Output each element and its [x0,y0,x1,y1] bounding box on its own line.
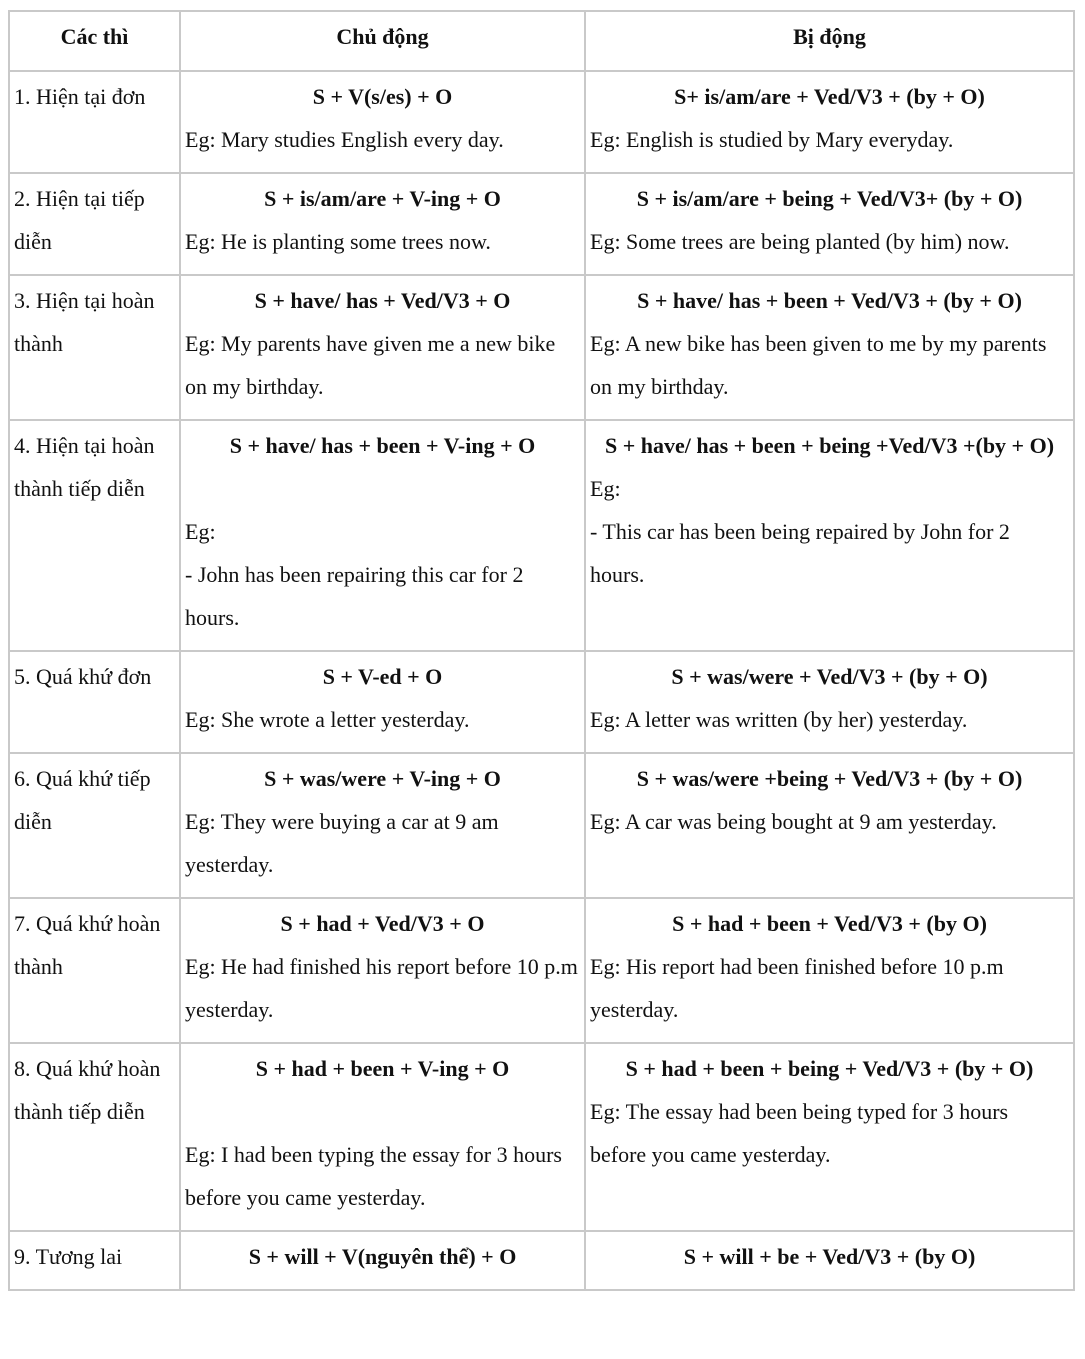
passive-cell [586,1044,1075,1232]
passive-cell [586,754,1075,899]
table-row [10,174,1075,276]
table-row [10,72,1075,174]
passive-cell [586,72,1075,174]
active-formula: S + will + V(nguyên thể) + O [248,1244,517,1269]
active-cell [181,1232,586,1291]
table-row [10,1044,1075,1232]
active-example: Eg: He had finished his report before 10 p.m yesterday. [185,954,578,1022]
tense-cell: 3. Hiện tại hoàn thành [10,276,181,421]
header-passive: Bị động [586,12,1075,72]
passive-example: Eg: A new bike has been given to me by my parents on my birthday. [590,331,1047,399]
active-cell [181,652,586,754]
passive-formula: S + have/ has + been + Ved/V3 + (by + O) [637,288,1022,313]
tense-cell: 2. Hiện tại tiếp diễn [10,174,181,276]
header-active: Chủ động [181,12,586,72]
passive-cell [586,1232,1075,1291]
passive-example: Eg: A letter was written (by her) yesterday. [590,707,968,732]
active-formula: S + have/ has + Ved/V3 + O [254,288,511,313]
active-formula: S + V-ed + O [322,664,443,689]
tense-cell: 1. Hiện tại đơn [10,72,181,174]
active-example: Eg: She wrote a letter yesterday. [185,707,470,732]
active-cell [181,72,586,174]
passive-formula: S + is/am/are + being + Ved/V3+ (by + O) [636,186,1023,211]
active-cell [181,754,586,899]
active-example: Eg: He is planting some trees now. [185,229,491,254]
tense-cell: 4. Hiện tại hoàn thành tiếp diễn [10,421,181,652]
passive-formula: S+ is/am/are + Ved/V3 + (by + O) [674,84,985,109]
active-example: Eg: They were buying a car at 9 am yesterday. [185,809,499,877]
passive-cell [586,174,1075,276]
passive-example: - This car has been being repaired by John for 2 hours. [590,519,1010,587]
active-example: Eg: Mary studies English every day. [185,127,504,152]
tense-cell: 5. Quá khứ đơn [10,652,181,754]
active-cell [181,174,586,276]
tense-cell: 6. Quá khứ tiếp diễn [10,754,181,899]
passive-formula: S + will + be + Ved/V3 + (by O) [683,1244,976,1269]
passive-example: Eg: His report had been finished before 10 p.m yesterday. [590,954,1004,1022]
active-cell [181,276,586,421]
active-formula: S + have/ has + been + V-ing + O [229,433,536,458]
table-row [10,421,1075,652]
passive-formula: S + had + been + being + Ved/V3 + (by + O) [625,1056,1034,1081]
active-example: Eg: My parents have given me a new bike on my birthday. [185,331,556,399]
active-formula: S + had + been + V-ing + O [255,1056,510,1081]
tense-table [8,10,1075,1291]
active-eg-label: Eg: [185,519,216,544]
table-row [10,1232,1075,1291]
tense-cell: 9. Tương lai [10,1232,181,1291]
passive-example: Eg: English is studied by Mary everyday. [590,127,954,152]
active-formula: S + was/were + V-ing + O [264,766,501,791]
passive-formula: S + was/were + Ved/V3 + (by + O) [671,664,988,689]
spacer [185,1090,580,1133]
passive-formula: S + have/ has + been + being +Ved/V3 +(by + O) [604,433,1055,458]
active-formula: S + V(s/es) + O [312,84,453,109]
tense-cell: 7. Quá khứ hoàn thành [10,899,181,1044]
passive-cell [586,652,1075,754]
active-cell [181,1044,586,1232]
passive-cell [586,899,1075,1044]
passive-formula: S + had + been + Ved/V3 + (by O) [672,911,987,936]
active-formula: S + had + Ved/V3 + O [280,911,485,936]
active-cell [181,899,586,1044]
table-row [10,899,1075,1044]
passive-example: Eg: A car was being bought at 9 am yesterday. [590,809,997,834]
header-tense: Các thì [10,12,181,72]
passive-eg-label: Eg: [590,476,621,501]
passive-example: Eg: The essay had been being typed for 3 hours before you came yesterday. [590,1099,1009,1167]
tense-cell: 8. Quá khứ hoàn thành tiếp diễn [10,1044,181,1232]
table-row [10,276,1075,421]
active-cell [181,421,586,652]
active-example: Eg: I had been typing the essay for 3 hours before you came yesterday. [185,1142,562,1210]
header-row [10,12,1075,72]
passive-example: Eg: Some trees are being planted (by him) now. [590,229,1010,254]
table-row [10,754,1075,899]
spacer [185,467,580,510]
passive-cell [586,421,1075,652]
active-example: - John has been repairing this car for 2 hours. [185,562,524,630]
passive-formula: S + was/were +being + Ved/V3 + (by + O) [636,766,1023,791]
passive-cell [586,276,1075,421]
table-row [10,652,1075,754]
active-formula: S + is/am/are + V-ing + O [264,186,501,211]
